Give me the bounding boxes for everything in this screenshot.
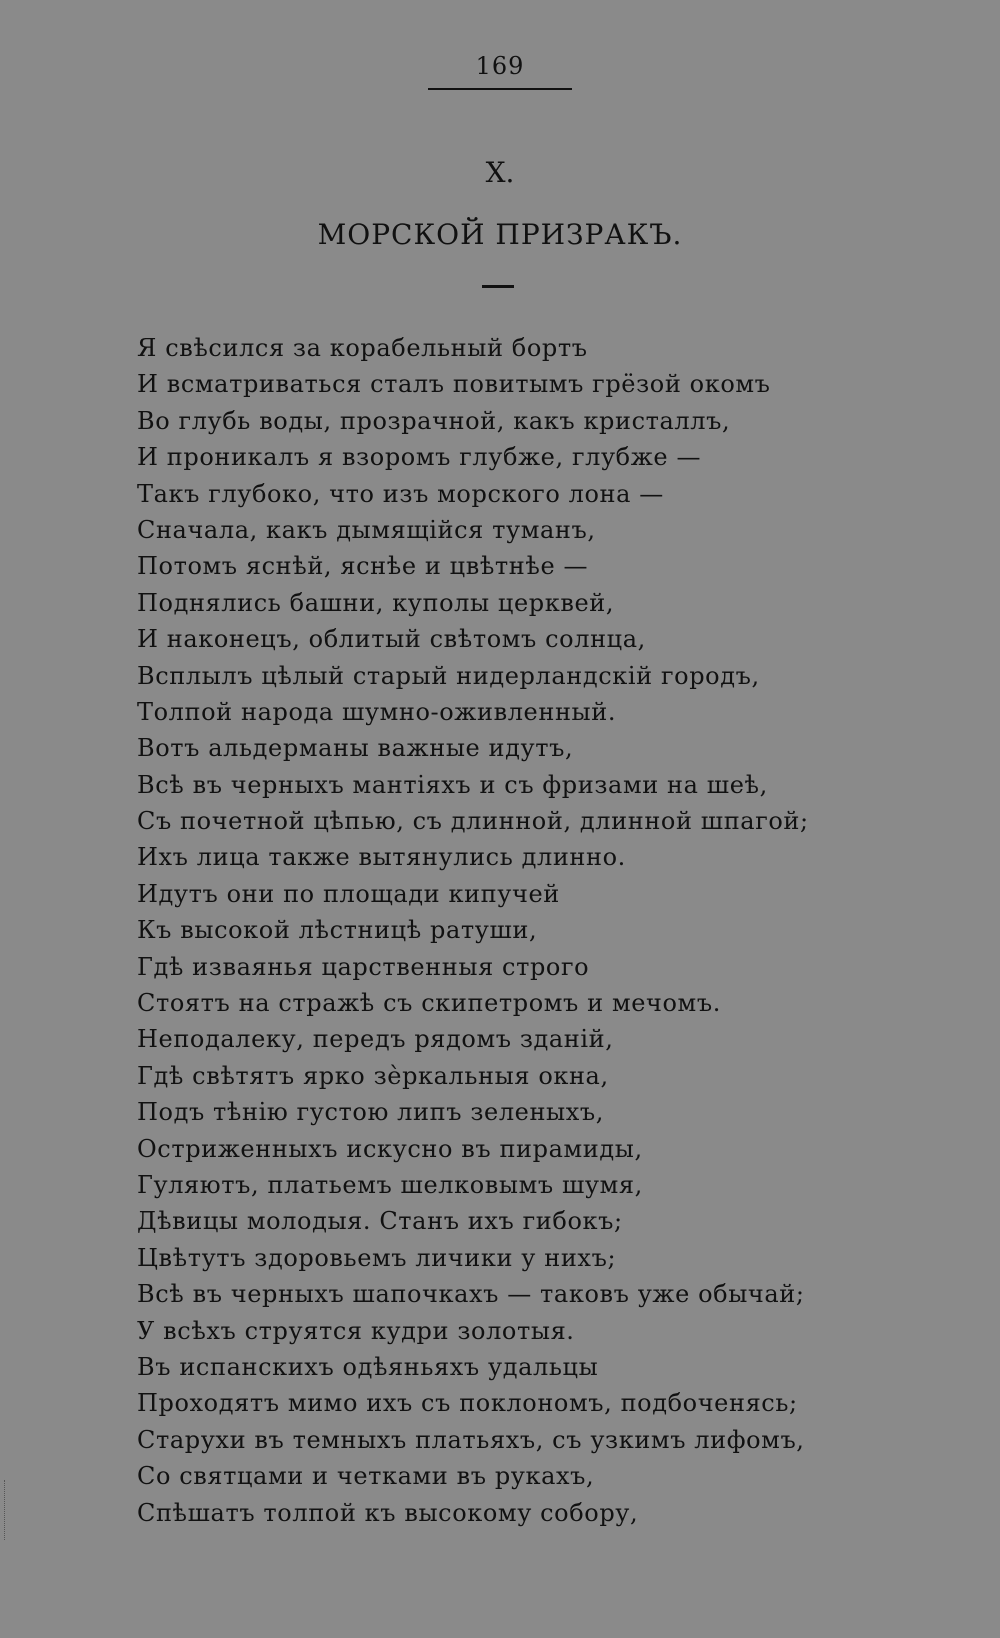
poem-line: Съ почетной цѣпью, съ длинной, длинной шпагой;	[137, 807, 809, 836]
poem-line: И наконецъ, облитый свѣтомъ солнца,	[137, 625, 646, 654]
poem-line: Цвѣтутъ здоровьемъ личики у нихъ;	[137, 1243, 617, 1272]
poem-text	[137, 330, 809, 1531]
page-number-rule	[428, 88, 572, 90]
poem-line: Гуляютъ, платьемъ шелковымъ шумя,	[137, 1170, 643, 1199]
poem-line: Къ высокой лѣстницѣ ратуши,	[137, 916, 538, 945]
poem-line: Проходятъ мимо ихъ съ поклономъ, подбоченясь;	[137, 1389, 798, 1418]
poem-line: И всматриваться сталъ повитымъ грёзой окомъ	[137, 370, 771, 399]
poem-line: И проникалъ я взоромъ глубже, глубже —	[137, 443, 702, 472]
chapter-title: МОРСКОЙ ПРИЗРАКЪ.	[317, 218, 683, 251]
scan-margin-marks	[4, 1480, 7, 1540]
poem-line: Такъ глубоко, что изъ морского лона —	[137, 479, 664, 508]
poem-line: Потомъ яснѣй, яснѣе и цвѣтнѣе —	[137, 552, 589, 581]
poem-line: Я свѣсился за корабельный бортъ	[137, 334, 588, 362]
poem-line: Со святцами и четками въ рукахъ,	[137, 1462, 595, 1491]
poem-line: Стоятъ на стражѣ съ скипетромъ и мечомъ.	[137, 989, 721, 1018]
poem-line: Въ испанскихъ одѣяньяхъ удальцы	[137, 1352, 599, 1381]
poem-line: Спѣшатъ толпой къ высокому собору,	[137, 1498, 639, 1527]
poem-line: Всѣ въ черныхъ мантіяхъ и съ фризами на шеѣ,	[137, 770, 768, 799]
poem-line: Толпой народа шумно-оживленный.	[137, 697, 617, 726]
poem-line: Гдѣ изваянья царственныя строго	[137, 952, 590, 981]
poem-line: Остриженныхъ искусно въ пирамиды,	[137, 1134, 643, 1163]
poem-line: Дѣвицы молодыя. Станъ ихъ гибокъ;	[137, 1207, 623, 1236]
poem-line: Всѣ въ черныхъ шапочкахъ — таковъ уже обычай;	[137, 1280, 805, 1309]
poem-line: Ихъ лица также вытянулись длинно.	[137, 843, 626, 872]
poem-line: Во глубь воды, прозрачной, какъ кристаллъ,	[137, 406, 731, 435]
poem-line: Старухи въ темныхъ платьяхъ, съ узкимъ лифомъ,	[137, 1425, 805, 1454]
poem-line: Идутъ они по площади кипучей	[137, 879, 560, 908]
poem-line: Поднялись башни, куполы церквей,	[137, 588, 615, 617]
poem-line: Всплылъ цѣлый старый нидерландскій городъ,	[137, 661, 760, 690]
poem-line: У всѣхъ струятся кудри золотыя.	[137, 1316, 575, 1345]
poem-line: Подъ тѣнію густою липъ зеленыхъ,	[137, 1098, 604, 1127]
poem-line: Сначала, какъ дымящійся туманъ,	[137, 515, 596, 544]
chapter-number: X.	[485, 156, 515, 189]
poem-line: Неподалеку, передъ рядомъ зданій,	[137, 1025, 614, 1054]
title-separator-dash	[482, 285, 514, 288]
poem-line: Вотъ альдерманы важные идутъ,	[137, 734, 574, 763]
page-number: 169	[475, 52, 525, 80]
poem-line: Гдѣ свѣтятъ ярко зѐркальныя окна,	[137, 1061, 609, 1090]
